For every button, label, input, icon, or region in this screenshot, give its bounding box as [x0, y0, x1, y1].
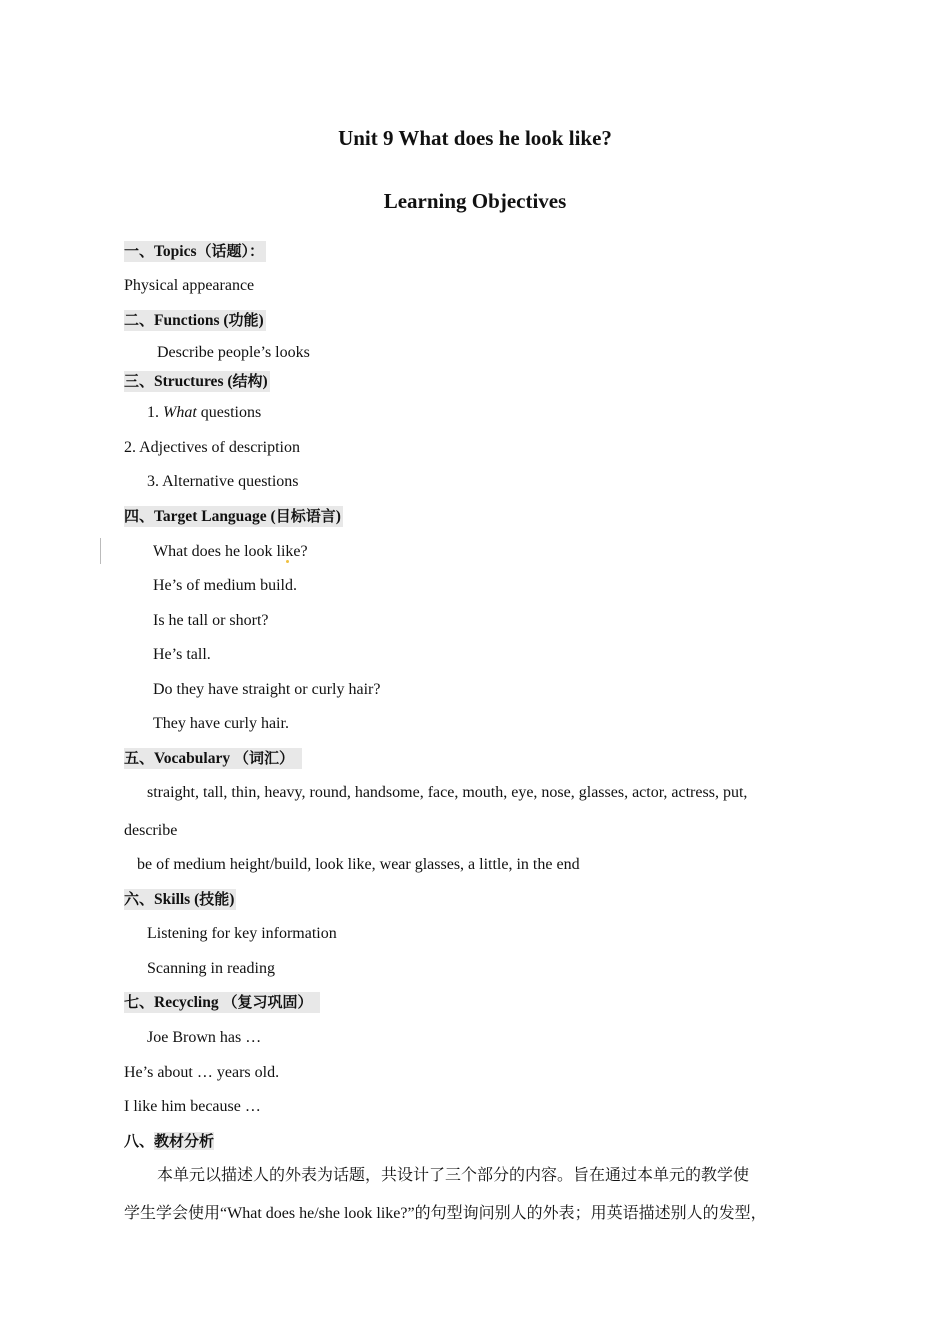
- recycling-heading: 七、Recycling （复习巩固）: [124, 992, 320, 1013]
- skills-line-2: Scanning in reading: [147, 960, 275, 977]
- unit-title: Unit 9 What does he look like?: [338, 126, 612, 150]
- recycling-line-3: I like him because …: [124, 1098, 261, 1115]
- target-line: He’s tall.: [153, 646, 211, 663]
- topics-heading: 一、Topics（话题）：: [124, 242, 265, 260]
- learning-objectives-heading: Learning Objectives: [383, 189, 567, 213]
- recycling-line-1: Joe Brown has …: [147, 1029, 262, 1046]
- vocabulary-line-2: describe: [124, 822, 178, 839]
- target-line: Do they have straight or curly hair?: [153, 681, 381, 698]
- structures-item-3: 3. Alternative questions: [147, 473, 299, 490]
- target-line: He’s of medium build.: [153, 577, 297, 594]
- target-line: Is he tall or short?: [153, 612, 269, 629]
- structures-item-1: 1. What questions: [147, 404, 262, 421]
- target-language-heading: 四、Target Language (目标语言): [124, 507, 341, 525]
- skills-heading: 六、Skills (技能): [124, 890, 235, 908]
- functions-text: Describe people’s looks: [157, 344, 310, 361]
- recycling-line-2: He’s about … years old.: [124, 1064, 280, 1081]
- vocabulary-heading: 五、Vocabulary （词汇）: [124, 748, 302, 769]
- topics-text: Physical appearance: [124, 277, 255, 294]
- skills-line-1: Listening for key information: [147, 925, 337, 942]
- analysis-paragraph-line-1: 本单元以描述人的外表为话题，共设计了三个部分的内容。旨在通过本单元的教学使: [157, 1165, 750, 1184]
- target-line: They have curly hair.: [153, 715, 289, 732]
- analysis-paragraph-line-2: 学生学会使用“What does he/she look like?”的句型询问别人的外表；用英语描述别人的发型，: [124, 1203, 767, 1222]
- margin-marker: [100, 538, 101, 564]
- vocabulary-line-1: straight, tall, thin, heavy, round, handsome, face, mouth, eye, nose, glasses, actor, actress, put,: [147, 784, 748, 801]
- structures-heading: 三、Structures (结构): [124, 372, 268, 390]
- functions-heading: 二、Functions (功能): [124, 311, 264, 329]
- vocabulary-line-3: be of medium height/build, look like, wear glasses, a little, in the end: [137, 856, 580, 873]
- analysis-heading: 八、教材分析: [124, 1132, 215, 1150]
- target-line: What does he look like?: [153, 543, 308, 560]
- structures-item-2: 2. Adjectives of description: [124, 439, 300, 456]
